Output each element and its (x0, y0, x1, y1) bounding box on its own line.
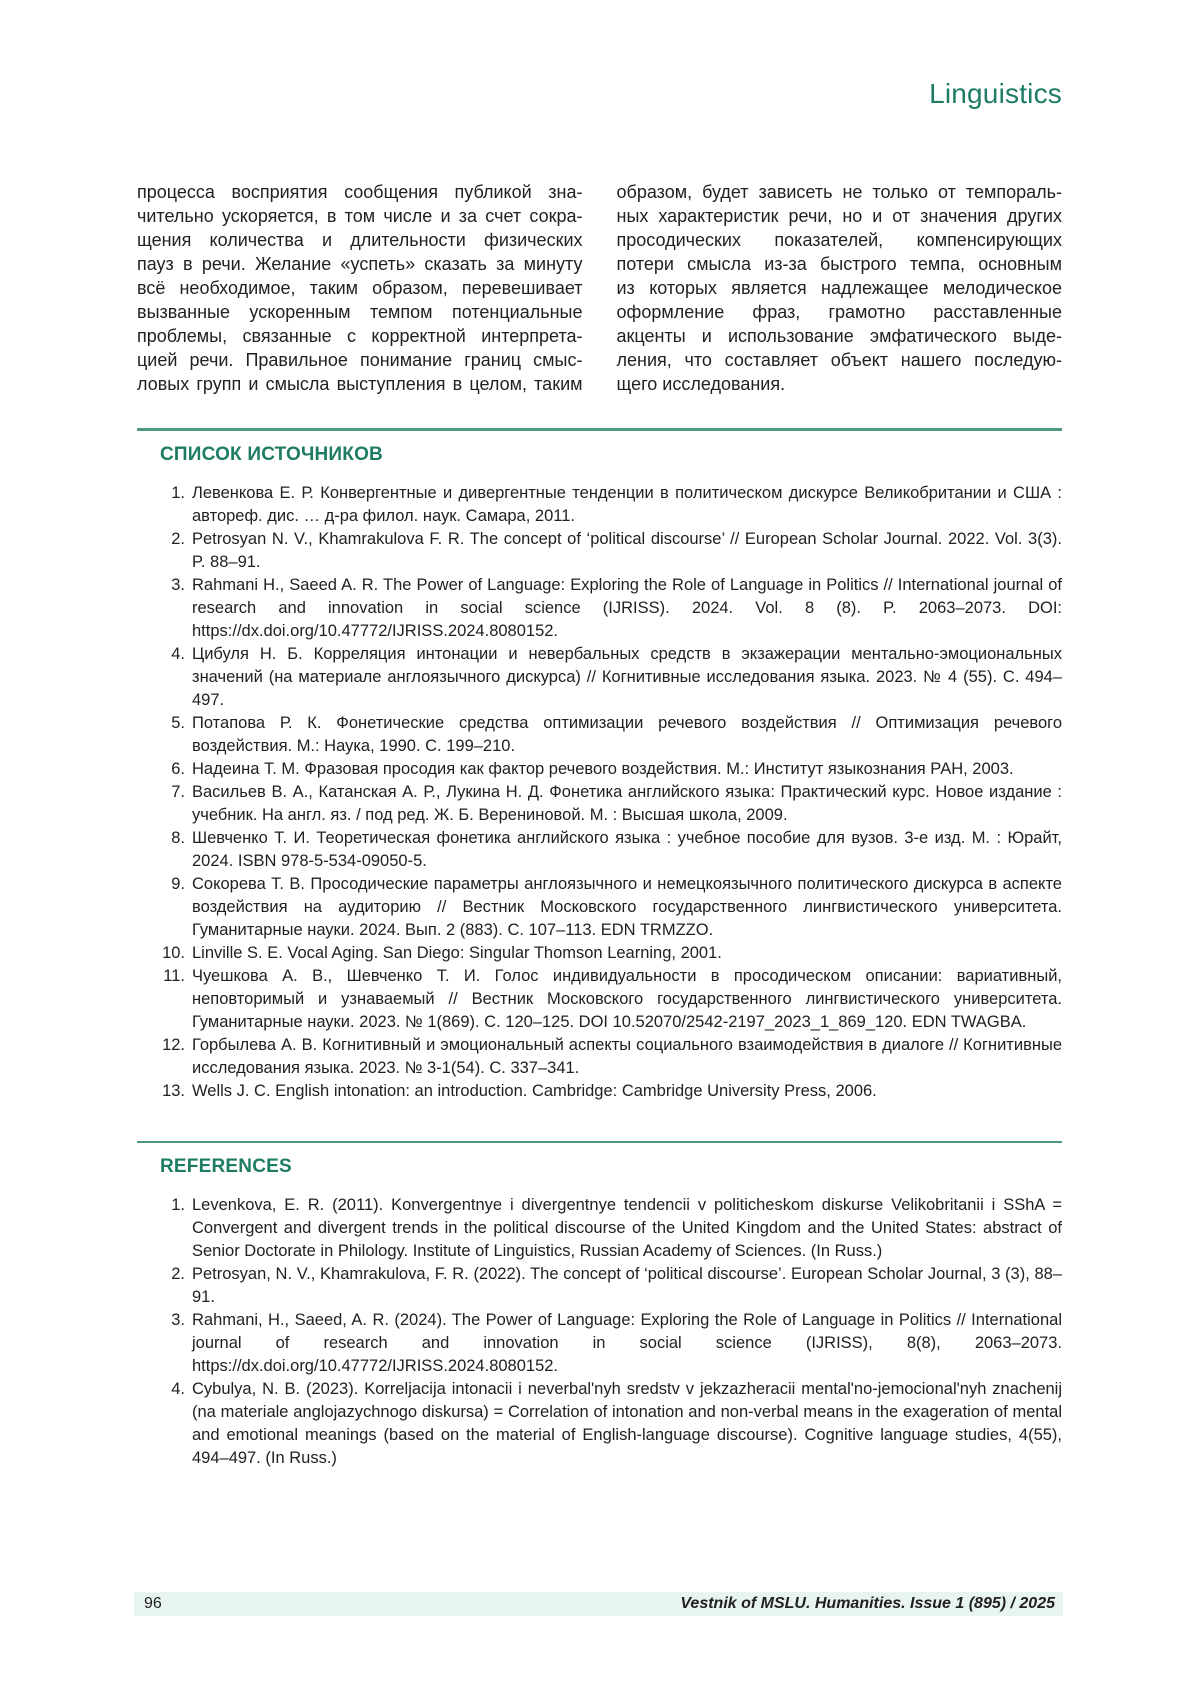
reference-number: 12. (162, 1035, 185, 1054)
reference-item (137, 758, 1062, 781)
text-line: просодических показателей, компенсирующих (616, 230, 1062, 250)
reference-text: Чуешкова А. В., Шевченко Т. И. Голос индивидуальности в просодическом описании: вариативный, неповторимый и узнаваемый // Вестник Московского государственного лингвистического университета. Гуманитарные науки. 2023. № 1(869). С. 120–125. DOI 10.52070/2542-2197_2023_1_869_120. EDN TWAGBA. (192, 966, 1062, 1031)
reference-text: Шевченко Т. И. Теоретическая фонетика английского языка : учебное пособие для вузов. 3-е изд. М. : Юрайт, 2024. ISBN 978-5-534-09050-5. (192, 828, 1062, 870)
text-line: из которых является надлежащее мелодическое (616, 278, 1062, 298)
page-content (137, 180, 1062, 1470)
reference-number: 3. (171, 575, 185, 594)
reference-text: Rahmani, H., Saeed, A. R. (2024). The Power of Language: Exploring the Role of Language in Politics // International journal of research and innovation in social science (IJRISS), 8(8), 2063–2073. https://dx.doi.org/10.47772/IJRISS.2024.8080152. (192, 1311, 1062, 1375)
section-divider (137, 1141, 1062, 1144)
reference-item (137, 873, 1062, 942)
reference-text: Горбылева А. В. Когнитивный и эмоциональный аспекты социального взаимодействия в диалоге // Когнитивные исследования языка. 2023. № 3-1(54). С. 337–341. (192, 1035, 1062, 1077)
reference-number: 3. (171, 1311, 185, 1329)
text-line: процесса восприятия сообщения публикой зна- (137, 182, 583, 202)
page-header (137, 0, 1062, 110)
reference-number: 6. (171, 759, 185, 778)
reference-item (137, 712, 1062, 758)
reference-item (137, 528, 1062, 574)
reference-number: 2. (171, 1265, 185, 1283)
reference-item (137, 1378, 1062, 1470)
reference-text: Цибуля Н. Б. Корреляция интонации и невербальных средств в экзажерации ментально-эмоциональных значений (на материале англоязычного дискурса) // Когнитивные исследования языка. 2023. № 4 (55). С. 494–497. (192, 644, 1062, 709)
text-line: пауз в речи. Желание «успеть» сказать за минуту (137, 254, 583, 274)
reference-text: Linville S. E. Vocal Aging. San Diego: Singular Thomson Learning, 2001. (192, 943, 722, 962)
reference-number: 10. (162, 943, 185, 962)
journal-footer-title: Vestnik of MSLU. Humanities. Issue 1 (895) / 2025 (680, 1595, 1055, 1612)
page-footer (134, 1592, 1063, 1616)
reference-item (137, 1034, 1062, 1080)
journal-section-label: Linguistics (929, 78, 1062, 109)
reference-text: Petrosyan, N. V., Khamrakulova, F. R. (2022). The concept of ‘political discourse’. European Scholar Journal, 3 (3), 88–91. (192, 1265, 1062, 1306)
sources-list (137, 482, 1062, 1103)
text-line: ления, что составляет объект нашего последую- (616, 350, 1062, 370)
reference-item (137, 1309, 1062, 1378)
reference-number: 9. (171, 874, 185, 893)
text-line: ных характеристик речи, но и от значения других (616, 206, 1062, 226)
page-number: 96 (144, 1595, 162, 1612)
text-line: вызванные ускоренным темпом потенциальные (137, 302, 583, 322)
sources-heading: СПИСОК ИСТОЧНИКОВ (160, 443, 383, 465)
text-line: образом, будет зависеть не только от темпораль- (616, 182, 1062, 202)
reference-item (137, 643, 1062, 712)
reference-number: 11. (163, 966, 185, 985)
text-line: всё необходимое, таким образом, перевешивает (137, 278, 583, 298)
reference-item (137, 482, 1062, 528)
text-line: щего исследования. (616, 374, 786, 394)
reference-text: Rahmani H., Saeed A. R. The Power of Language: Exploring the Role of Language in Politics // International journal of research and innovation in social science (IJRISS). 2024. Vol. 8 (8). P. 2063–2073. DOI: https://dx.doi.org/10.47772/IJRISS.2024.8080152. (192, 575, 1062, 640)
text-line: акценты и использование эмфатического выде- (616, 326, 1062, 346)
reference-text: Levenkova, E. R. (2011). Konvergentnye i divergentnye tendencii v politicheskom diskurse Velikobritanii i SShA = Convergent and divergent trends in the political discourse of the United Kingdom and the United States: abstract of Senior Doctorate in Philology. Institute of Linguistics, Russian Academy of Sciences. (In Russ.) (192, 1196, 1062, 1260)
reference-number: 5. (171, 713, 185, 732)
reference-item (137, 942, 1062, 965)
reference-number: 13. (162, 1081, 185, 1100)
reference-number: 4. (171, 644, 185, 663)
references-heading: REFERENCES (160, 1156, 292, 1177)
section-divider (137, 428, 1062, 431)
reference-text: Левенкова Е. Р. Конвергентные и дивергентные тенденции в политическом дискурсе Великобритании и США : автореф. дис. … д-ра филол. наук. Самара, 2011. (192, 483, 1062, 525)
reference-text: Cybulya, N. B. (2023). Korreljacija intonacii i neverbal'nyh sredstv v jekzazheracii mental'no-jemocional'nyh znachenij (na materiale anglojazychnogo diskursa) = Correlation of intonation and non-verbal means in the exageration of mental and emotional meanings (based on the material of English-language discourse). Cognitive language studies, 4(55), 494–497. (In Russ.) (192, 1380, 1062, 1467)
reference-text: Сокорева Т. В. Просодические параметры англоязычного и немецкоязычного политического дискурса в аспекте воздействия на аудиторию // Вестник Московского государственного лингвистического университета. Гуманитарные науки. 2024. Вып. 2 (883). С. 107–113. EDN TRMZZO. (192, 874, 1062, 939)
intro-left-column (137, 180, 583, 396)
text-line: проблемы, связанные с корректной интерпрета- (137, 326, 583, 346)
intro-right-column (617, 180, 1063, 396)
text-line: оформление фраз, грамотно расставленные (616, 302, 1062, 322)
reference-item (137, 1263, 1062, 1309)
text-line: потери смысла из-за быстрого темпа, основным (616, 254, 1062, 274)
reference-number: 1. (171, 1196, 185, 1214)
reference-item (137, 1080, 1062, 1103)
reference-text: Надеина Т. М. Фразовая просодия как фактор речевого воздействия. М.: Институт языкознания РАН, 2003. (192, 759, 1014, 778)
text-line: ловых групп и смысла выступления в целом, таким (137, 374, 583, 394)
reference-text: Petrosyan N. V., Khamrakulova F. R. The concept of ‘political discourse’ // European Scholar Journal. 2022. Vol. 3(3). P. 88–91. (192, 529, 1062, 571)
reference-item (137, 781, 1062, 827)
reference-item (137, 574, 1062, 643)
reference-item (137, 827, 1062, 873)
reference-text: Wells J. C. English intonation: an introduction. Cambridge: Cambridge University Press, 2006. (192, 1081, 877, 1100)
reference-number: 8. (171, 828, 185, 847)
reference-text: Васильев В. А., Катанская А. Р., Лукина Н. Д. Фонетика английского языка: Практический курс. Новое издание : учебник. На англ. яз. / под ред. Ж. Б. Верениновой. М. : Высшая школа, 2009. (192, 782, 1062, 824)
reference-number: 2. (171, 529, 185, 548)
text-line: цией речи. Правильное понимание границ смыс- (137, 350, 583, 370)
references-list (137, 1194, 1062, 1470)
intro-paragraph-columns (137, 180, 1062, 396)
reference-text: Потапова Р. К. Фонетические средства оптимизации речевого воздействия // Оптимизация речевого воздействия. М.: Наука, 1990. С. 199–210. (192, 713, 1062, 755)
reference-item (137, 965, 1062, 1034)
reference-number: 1. (171, 483, 185, 502)
text-line: щения количества и длительности физических (137, 230, 583, 250)
reference-number: 7. (171, 782, 185, 801)
reference-item (137, 1194, 1062, 1263)
reference-number: 4. (171, 1380, 185, 1398)
text-line: чительно ускоряется, в том числе и за счет сокра- (137, 206, 583, 226)
